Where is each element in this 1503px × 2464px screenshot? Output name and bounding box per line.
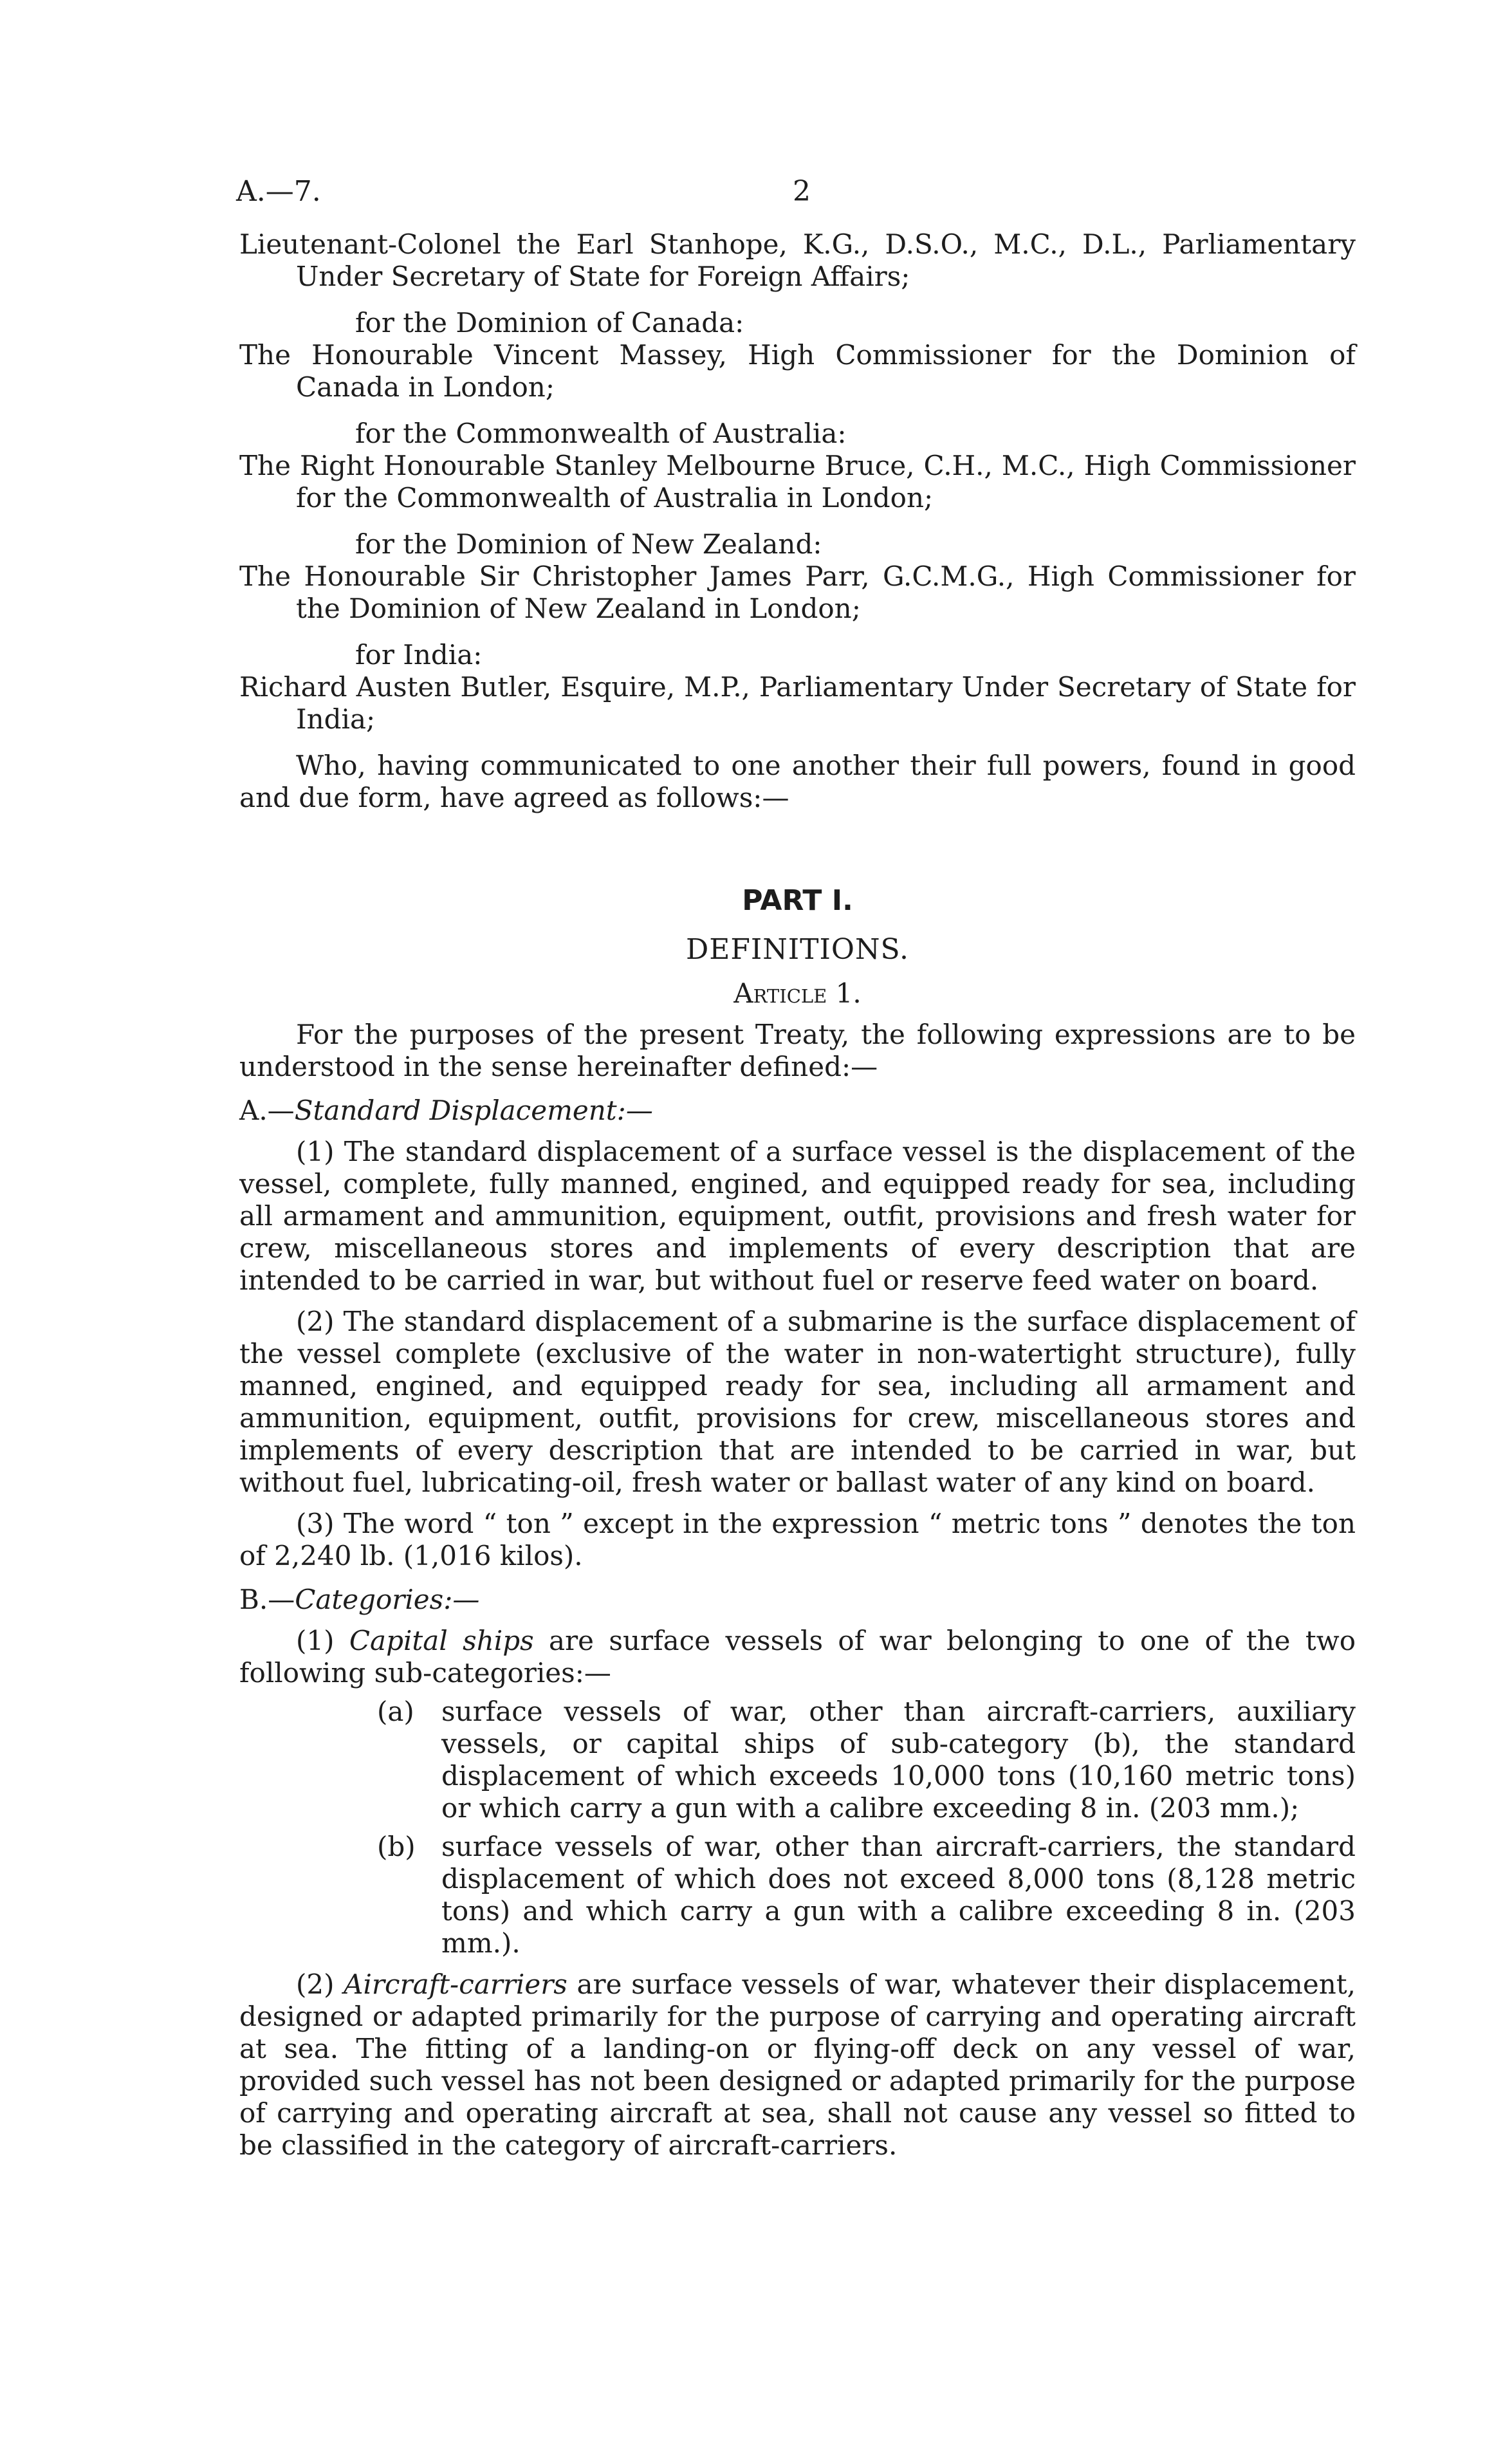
section-a-paragraph-2: (2) The standard displacement of a submarine is the surface displacement of the vessel complete (exclusive of the water in non-watertight structure), fully manned, engined, and equipped ready for sea, including all armament and ammunition, equipment, outfit, provisions for crew, miscellaneous stores and implements of every description that are intended to be carried in war, but without fuel, lubricating-oil, fresh water or ballast water of any kind on board. — [239, 1306, 1356, 1498]
term-aircraft-carriers: Aircraft-carriers — [344, 1968, 567, 2000]
signatory-foreign-affairs: Lieutenant-Colonel the Earl Stanhope, K.G., D.S.O., M.C., D.L., Parliamentary Under Secretary of State for Foreign Affairs; — [239, 228, 1356, 292]
definitions-heading: DEFINITIONS. — [685, 933, 910, 966]
sub-category-marker: (a) — [377, 1696, 414, 1727]
signatory-label-new-zealand: for the Dominion of New Zealand: — [355, 528, 822, 560]
signatory-new-zealand: The Honourable Sir Christopher James Parr, G.C.M.G., High Commissioner for the Dominion of New Zealand in London; — [239, 560, 1356, 624]
page-number: 2 — [793, 175, 811, 208]
signatory-label-australia: for the Commonwealth of Australia: — [355, 418, 847, 449]
section-a-paragraph-1: (1) The standard displacement of a surface vessel is the displacement of the vessel, complete, fully manned, engined, and equipped ready for sea, including all armament and ammunition, equipment, outfit, provisions and fresh water for crew, miscellaneous stores and implements of every description that are intended to be carried in war, but without fuel or reserve feed water on board. — [239, 1136, 1356, 1296]
term-capital-ships: Capital ships — [349, 1625, 534, 1656]
document-body — [239, 228, 1356, 2162]
agreement-paragraph: Who, having communicated to one another their full powers, found in good and due form, have agreed as follows:— — [239, 750, 1356, 813]
section-b-paragraph-2 — [239, 1968, 1356, 2162]
signatory-label-india: for India: — [355, 639, 483, 671]
signatory-india: Richard Austen Butler, Esquire, M.P., Parliamentary Under Secretary of State for India; — [239, 671, 1356, 735]
sub-category-b — [239, 1831, 1356, 1959]
section-a-heading — [239, 1095, 1356, 1127]
intro-paragraph: For the purposes of the present Treaty, the following expressions are to be understood in the sense hereinafter defined:— — [239, 1019, 1356, 1082]
section-a-prefix: A.— — [239, 1095, 295, 1126]
page-reference: A.—7. — [236, 175, 321, 208]
para-text: are surface vessels of war, whatever their displacement, designed or adapted primarily for the purpose of carrying and operating aircraft at sea. The fitting of a landing-on or flying-off deck on any vessel of war, provided such vessel has not been designed or adapted primarily for the purpose of carrying and operating aircraft at sea, shall not cause any vessel so fitted to be classified in the category of aircraft-carriers. — [239, 1968, 1356, 2161]
section-b-paragraph-1 — [239, 1625, 1356, 1689]
section-a-paragraph-3: (3) The word “ ton ” except in the expression “ metric tons ” denotes the ton of 2,240 lb. (1,016 kilos). — [239, 1508, 1356, 1571]
section-b-heading — [239, 1584, 1356, 1616]
sub-category-text: surface vessels of war, other than aircraft-carriers, the standard displacement of which does not exceed 8,000 tons (8,128 metric tons) and which carry a gun with a calibre exceeding 8 in. (203 mm.). — [441, 1831, 1356, 1959]
section-b-prefix: B.— — [239, 1584, 295, 1615]
sub-category-a — [239, 1696, 1356, 1824]
section-a-label: Standard Displacement:— — [294, 1095, 653, 1126]
sub-category-text: surface vessels of war, other than aircraft-carriers, auxiliary vessels, or capital ships of sub-category (b), the standard displacement of which exceeds 10,000 tons (10,160 metric tons) or which carry a gun with a calibre exceeding 8 in. (203 mm.); — [441, 1696, 1356, 1824]
para-text: are surface vessels of war belonging to one of the two following sub-categories:— — [239, 1625, 1356, 1689]
para-number: (2) — [296, 1968, 344, 2000]
section-b-label: Categories:— — [295, 1584, 480, 1615]
para-number: (1) — [296, 1625, 349, 1656]
signatory-label-canada: for the Dominion of Canada: — [355, 307, 744, 338]
signatory-australia: The Right Honourable Stanley Melbourne Bruce, C.H., M.C., High Commissioner for the Commonwealth of Australia in London; — [239, 450, 1356, 514]
article-heading: Article 1. — [733, 977, 862, 1009]
signatory-canada: The Honourable Vincent Massey, High Commissioner for the Dominion of Canada in London; — [239, 339, 1356, 403]
part-title: PART I. — [742, 884, 853, 917]
sub-category-marker: (b) — [377, 1831, 416, 1862]
